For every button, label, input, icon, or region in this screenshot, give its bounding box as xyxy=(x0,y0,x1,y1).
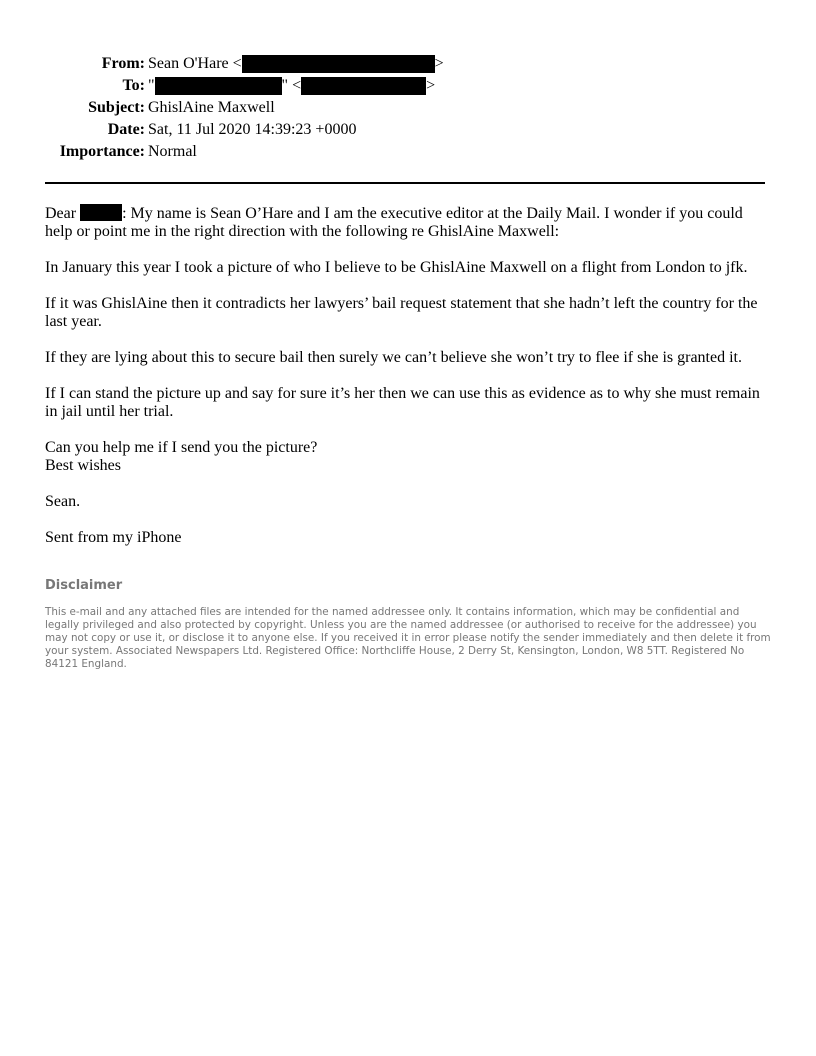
redacted-to-email xyxy=(301,77,426,95)
redacted-to-name xyxy=(155,77,282,95)
from-value xyxy=(148,53,444,75)
header-divider xyxy=(45,182,765,184)
disclaimer-section xyxy=(45,578,775,671)
email-header xyxy=(45,53,445,163)
date-label: Date: xyxy=(107,121,145,138)
paragraph-5: Can you help me if I send you the picture? xyxy=(45,439,318,456)
from-name: Sean O'Hare < xyxy=(148,55,242,72)
redacted-from-email xyxy=(242,55,435,73)
greeting-paragraph xyxy=(45,204,770,241)
paragraph-4: If I can stand the picture up and say for sure it’s her then we can use this as evidence as to why she must remain in jail until her trial. xyxy=(45,385,760,420)
disclaimer-title: Disclaimer xyxy=(45,578,123,593)
from-label: From: xyxy=(101,55,145,72)
to-label: To: xyxy=(122,77,145,94)
subject-row xyxy=(45,97,445,119)
importance-label: Importance: xyxy=(59,143,145,160)
paragraph-3: If they are lying about this to secure bail then surely we can’t believe she won’t try to flee if she is granted it. xyxy=(45,349,742,366)
greeting-prefix: Dear xyxy=(45,205,77,222)
date-value: Sat, 11 Jul 2020 14:39:23 +0000 xyxy=(148,121,357,138)
paragraph-2: If it was GhislAine then it contradicts her lawyers’ bail request statement that she hadn’t left the country for the last year. xyxy=(45,295,758,330)
paragraph-1: In January this year I took a picture of who I believe to be GhislAine Maxwell on a flight from London to jfk. xyxy=(45,259,748,276)
sent-from: Sent from my iPhone xyxy=(45,529,182,546)
from-row xyxy=(45,53,445,75)
signature: Sean. xyxy=(45,493,81,510)
closing: Best wishes xyxy=(45,457,121,474)
importance-row xyxy=(45,141,445,163)
importance-value: Normal xyxy=(148,143,197,160)
email-body xyxy=(45,204,770,565)
to-value xyxy=(148,75,435,97)
redacted-recipient-name xyxy=(80,204,122,221)
to-open: " xyxy=(148,77,155,94)
to-mid: " < xyxy=(281,77,302,94)
subject-value: GhislAine Maxwell xyxy=(148,99,275,116)
subject-label: Subject: xyxy=(88,99,145,116)
to-close: > xyxy=(426,77,436,94)
to-row xyxy=(45,75,445,97)
greeting-rest: : My name is Sean O’Hare and I am the executive editor at the Daily Mail. I wonder if you could help or point me in the right direction with the following re GhislAine Maxwell: xyxy=(45,205,743,240)
date-row xyxy=(45,119,445,141)
from-close: > xyxy=(434,55,444,72)
disclaimer-text: This e-mail and any attached files are intended for the named addressee only. It contains information, which may be confidential and legally privileged and also protected by copyright. Unless you are the named addressee (or authorised to receive for the addressee) you may not copy or use it, or disclose it to anyone else. If you received it in error please notify the sender immediately and then delete it from your system. Associated Newspapers Ltd. Registered Office: Northcliffe House, 2 Derry St, Kensington, London, W8 5TT. Registered No 84121 England. xyxy=(45,606,771,670)
